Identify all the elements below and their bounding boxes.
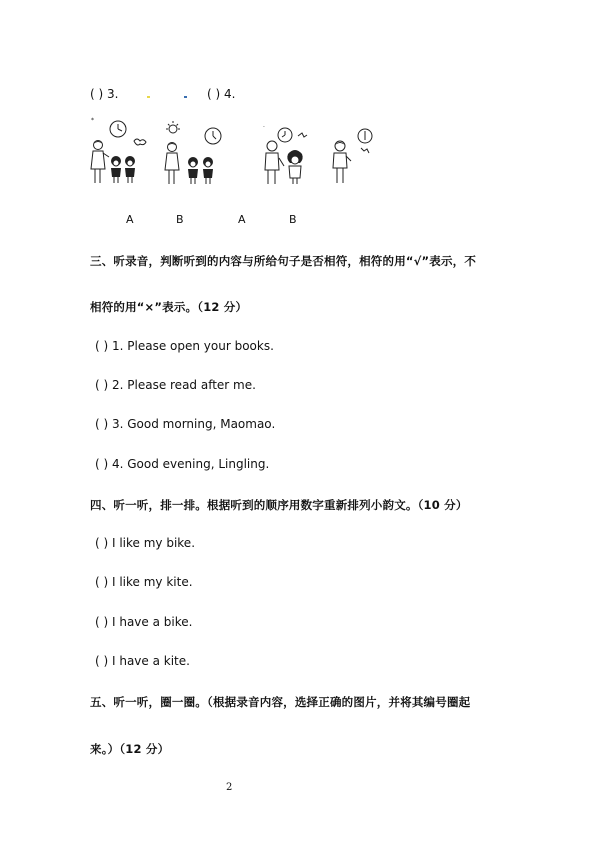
section-3-item-3: ( ) 3. Good morning, Maomao. <box>95 417 276 431</box>
picture-label-3a: A <box>126 213 134 226</box>
flag-doodle <box>298 133 307 137</box>
picture-label-4b: B <box>289 213 297 226</box>
scan-speck <box>147 96 150 98</box>
picture-4a-grandpa-child-clock <box>262 124 322 186</box>
svg-text:*: * <box>91 117 94 124</box>
section-4-title: 四、听一听，排一排。根据听到的顺序用数字重新排列小韵文。（10 分） <box>90 498 468 512</box>
clock-icon <box>358 129 372 143</box>
section-5-title-line-2: 来。）（12 分） <box>90 742 170 756</box>
picture-3a-teacher-children-clock <box>88 117 148 187</box>
section-4-item-1: ( ) I like my bike. <box>95 536 196 550</box>
section-3-title-line-1: 三、听录音，判断听到的内容与所给句子是否相符，相符的用“√”表示，不 <box>90 254 477 268</box>
svg-text:·: · <box>263 124 265 131</box>
section-3-item-4: ( ) 4. Good evening, Lingling. <box>95 457 270 471</box>
question-4-number: ( ) 4. <box>207 87 236 101</box>
clock-icon <box>110 121 126 137</box>
scan-speck <box>184 96 187 98</box>
picture-4b-boy-clock <box>328 126 374 186</box>
section-4-item-3: ( ) I have a bike. <box>95 615 193 629</box>
section-3-title-line-2: 相符的用“×”表示。（12 分） <box>90 300 248 314</box>
section-4-item-2: ( ) I like my kite. <box>95 575 193 589</box>
picture-label-4a: A <box>238 213 246 226</box>
clock-icon <box>278 128 292 142</box>
sun-icon <box>166 121 180 133</box>
section-4-item-4: ( ) I have a kite. <box>95 654 190 668</box>
section-3-item-2: ( ) 2. Please read after me. <box>95 378 256 392</box>
arrow-doodle <box>361 148 369 153</box>
section-5-title-line-1: 五、听一听，圈一圈。（根据录音内容，选择正确的图片，并将其编号圈起 <box>90 695 471 709</box>
section-3-item-1: ( ) 1. Please open your books. <box>95 339 274 353</box>
picture-label-3b: B <box>176 213 184 226</box>
picture-3b-teacher-children-sun <box>163 120 229 188</box>
question-3-number: ( ) 3. <box>90 87 119 101</box>
page-number: 2 <box>226 782 233 793</box>
clock-icon <box>205 128 221 144</box>
